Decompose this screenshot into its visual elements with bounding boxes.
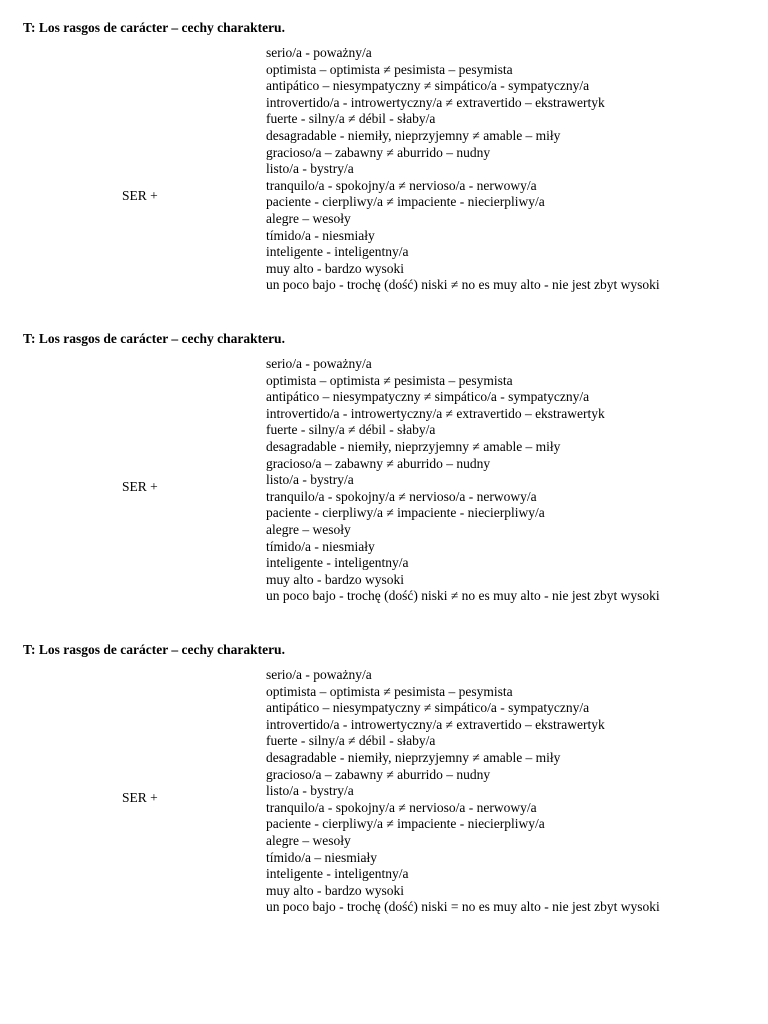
vocabulary-item: fuerte - silny/a ≠ débil - słaby/a <box>266 733 436 749</box>
vocabulary-item: inteligente - inteligentny/a <box>266 866 409 882</box>
vocabulary-item: un poco bajo - trochę (dość) niski ≠ no es muy alto - nie jest zbyt wysoki <box>266 277 660 293</box>
vocabulary-item: desagradable - niemiły, nieprzyjemny ≠ amable – miły <box>266 749 561 765</box>
vocabulary-list <box>266 667 660 916</box>
vocabulary-item: desagradable - niemiły, nieprzyjemny ≠ amable – miły <box>266 438 561 454</box>
vocabulary-item: gracioso/a – zabawny ≠ aburrido – nudny <box>266 455 491 471</box>
ser-label: SER + <box>122 188 158 203</box>
vocabulary-item: serio/a - poważny/a <box>266 667 372 682</box>
vocabulary-item: listo/a - bystry/a <box>266 161 354 177</box>
vocabulary-item: antipático – niesympatyczny ≠ simpático/a - sympatyczny/a <box>266 700 590 716</box>
vocabulary-item: paciente - cierpliwy/a ≠ impaciente - niecierpliwy/a <box>266 505 545 521</box>
vocabulary-item: alegre – wesoły <box>266 521 351 537</box>
vocabulary-item: tímido/a – niesmiały <box>266 849 377 865</box>
vocabulary-item: alegre – wesoły <box>266 210 351 226</box>
vocabulary-item: paciente - cierpliwy/a ≠ impaciente - niecierpliwy/a <box>266 816 545 832</box>
vocabulary-item: inteligente - inteligentny/a <box>266 555 409 571</box>
vocabulary-item: optimista – optimista ≠ pesimista – pesymista <box>266 61 513 77</box>
vocabulary-item: gracioso/a – zabawny ≠ aburrido – nudny <box>266 766 491 782</box>
vocabulary-item: muy alto - bardzo wysoki <box>266 260 404 276</box>
vocabulary-item: serio/a - poważny/a <box>266 45 372 60</box>
vocabulary-item: tranquilo/a - spokojny/a ≠ nervioso/a - nerwowy/a <box>266 799 537 815</box>
vocabulary-item: muy alto - bardzo wysoki <box>266 882 404 898</box>
vocabulary-item: tímido/a - niesmiały <box>266 227 375 243</box>
ser-label: SER + <box>122 479 158 494</box>
vocabulary-item: fuerte - silny/a ≠ débil - słaby/a <box>266 422 436 438</box>
vocabulary-item: desagradable - niemiły, nieprzyjemny ≠ amable – miły <box>266 127 561 143</box>
vocabulary-item: optimista – optimista ≠ pesimista – pesymista <box>266 372 513 388</box>
vocabulary-item: muy alto - bardzo wysoki <box>266 571 404 587</box>
section-title: T: Los rasgos de carácter – cechy charakteru. <box>23 331 285 346</box>
vocabulary-item: gracioso/a – zabawny ≠ aburrido – nudny <box>266 144 491 160</box>
section-title: T: Los rasgos de carácter – cechy charakteru. <box>23 20 285 35</box>
ser-label: SER + <box>122 790 158 805</box>
vocabulary-item: un poco bajo - trochę (dość) niski = no es muy alto - nie jest zbyt wysoki <box>266 899 660 915</box>
vocabulary-item: introvertido/a - introwertyczny/a ≠ extravertido – ekstrawertyk <box>266 716 605 732</box>
section-title: T: Los rasgos de carácter – cechy charakteru. <box>23 642 285 657</box>
vocabulary-item: introvertido/a - introwertyczny/a ≠ extravertido – ekstrawertyk <box>266 94 605 110</box>
vocabulary-item: fuerte - silny/a ≠ débil - słaby/a <box>266 111 436 127</box>
vocabulary-item: tranquilo/a - spokojny/a ≠ nervioso/a - nerwowy/a <box>266 177 537 193</box>
vocabulary-item: optimista – optimista ≠ pesimista – pesymista <box>266 683 513 699</box>
vocabulary-item: antipático – niesympatyczny ≠ simpático/a - sympatyczny/a <box>266 389 590 405</box>
vocabulary-item: alegre – wesoły <box>266 832 351 848</box>
vocabulary-item: inteligente - inteligentny/a <box>266 244 409 260</box>
vocabulary-item: serio/a - poważny/a <box>266 356 372 371</box>
vocabulary-item: tímido/a - niesmiały <box>266 538 375 554</box>
vocabulary-item: listo/a - bystry/a <box>266 472 354 488</box>
vocabulary-list <box>266 45 660 294</box>
vocabulary-item: un poco bajo - trochę (dość) niski ≠ no es muy alto - nie jest zbyt wysoki <box>266 588 660 604</box>
vocabulary-item: tranquilo/a - spokojny/a ≠ nervioso/a - nerwowy/a <box>266 488 537 504</box>
vocabulary-list <box>266 356 660 605</box>
vocabulary-item: listo/a - bystry/a <box>266 783 354 799</box>
vocabulary-item: antipático – niesympatyczny ≠ simpático/a - sympatyczny/a <box>266 78 590 94</box>
vocabulary-item: paciente - cierpliwy/a ≠ impaciente - niecierpliwy/a <box>266 194 545 210</box>
vocabulary-item: introvertido/a - introwertyczny/a ≠ extravertido – ekstrawertyk <box>266 405 605 421</box>
